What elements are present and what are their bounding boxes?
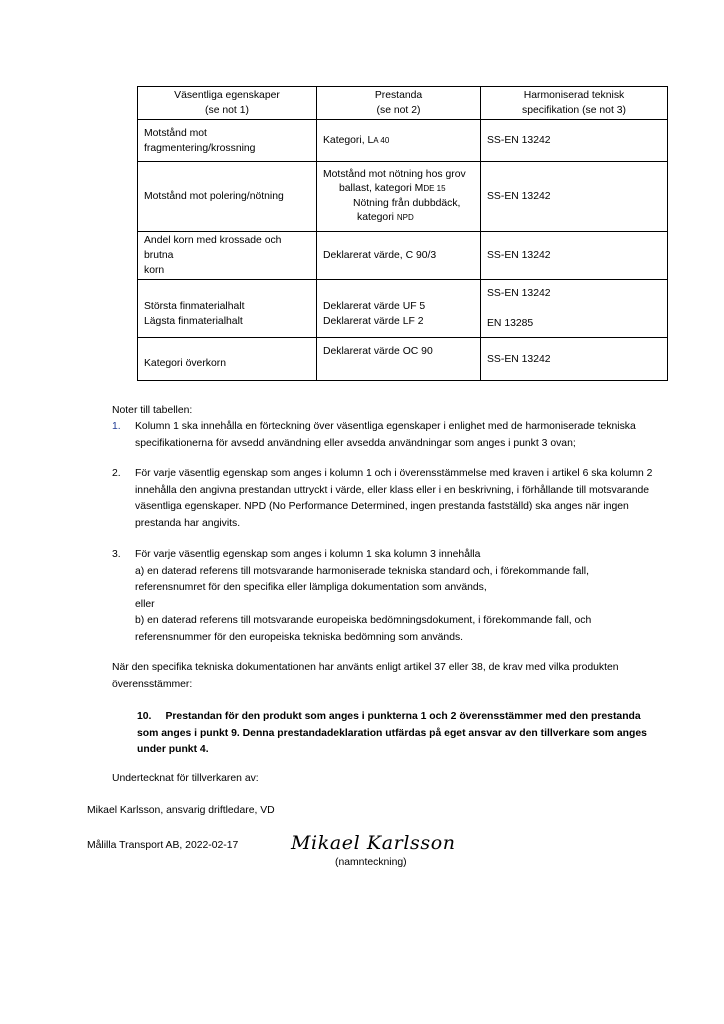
property-cell [138, 162, 317, 232]
spec-cell [481, 280, 668, 338]
properties-table [137, 86, 668, 381]
spec-cell [481, 162, 668, 232]
cell-text: Största finmaterialhalt [144, 301, 245, 312]
cell-text: SS-EN 13242 [487, 353, 551, 365]
header-line: Harmoniserad teknisk [523, 90, 625, 101]
section-line: under punkt 4. [137, 744, 209, 755]
property-cell [138, 280, 317, 338]
cell-text: Kategori, L [323, 135, 374, 146]
cell-text: kategori [357, 212, 397, 223]
spec-cell [481, 338, 668, 381]
performance-cell [317, 120, 481, 162]
header-cell [138, 87, 317, 120]
header-cell [481, 87, 668, 120]
header-line: Prestanda [374, 90, 423, 101]
note-1 [135, 419, 675, 452]
cell-text: Motstånd mot [144, 127, 207, 139]
paragraph-line: överensstämmer: [112, 678, 193, 690]
note-line: referensnumret för den specifika eller lämpliga dokumentation som används, [135, 582, 487, 593]
cell-text: SS-EN 13242 [487, 288, 551, 299]
note-line: innehålla den angivna prestandan uttryckt i värde, eller klass eller i en beskrivning, i förhållande till motsvarande [135, 484, 650, 496]
note-line: a) en daterad referens till motsvarande harmoniserade tekniska standard och, i förekommande fall, [135, 565, 589, 577]
section-number: 10. [137, 711, 152, 722]
documentation-paragraph [112, 660, 672, 693]
header-cell [317, 87, 481, 120]
place-date: Målilla Transport AB, 2022-02-17 [87, 840, 239, 851]
section-10-line [137, 709, 677, 726]
table-row [138, 338, 668, 381]
signer-name: Mikael Karlsson, ansvarig driftledare, VD [87, 805, 275, 816]
note-line: prestanda har angivits. [135, 517, 241, 529]
property-cell [138, 232, 317, 280]
cell-text: Deklarerat värde UF 5 [323, 301, 426, 312]
cell-subscript: A 40 [373, 136, 390, 145]
note-2 [135, 466, 675, 532]
cell-text: Lägsta finmaterialhalt [144, 316, 243, 327]
cell-text: Nötning från dubbdäck, [353, 197, 461, 209]
property-cell [138, 338, 317, 381]
cell-text: Deklarerat värde, C 90/3 [323, 250, 437, 261]
note-3 [135, 547, 675, 646]
note-line: referensnummer för den europeiska tekniska bedömning som används. [135, 631, 464, 643]
note-line: väsentliga egenskaper. NPD (No Performance Determined, ingen prestanda fastställd) ska anges när ingen [135, 501, 629, 512]
table-row [138, 232, 668, 280]
note-line: Kolumn 1 ska innehålla en förteckning över väsentliga egenskaper i enlighet med de harmoniserade tekniska [135, 421, 636, 432]
note-line: b) en daterad referens till motsvarande europeiska bedömningsdokument, i förekommande fall, och [135, 615, 592, 626]
performance-cell [317, 162, 481, 232]
note-number: 3. [112, 549, 121, 560]
table-row [138, 280, 668, 338]
cell-text: SS-EN 13242 [487, 191, 551, 202]
cell-text: SS-EN 13242 [487, 250, 551, 261]
cell-subscript: DE 15 [423, 184, 446, 193]
note-line: specifikationerna för avsedd användning eller avsedda användningar som anges i punkt 3 ovan; [135, 437, 576, 449]
cell-text: Motstånd mot polering/nötning [144, 191, 284, 202]
cell-text: fragmentering/krossning [144, 142, 256, 154]
spec-cell [481, 120, 668, 162]
cell-text: Deklarerat värde OC 90 [323, 346, 433, 357]
signed-for-label: Undertecknat för tillverkaren av: [112, 773, 259, 784]
note-number: 2. [112, 468, 121, 479]
header-line: (se not 2) [376, 105, 421, 116]
section-line: som anges i punkt 9. Denna prestandadeklaration utfärdas på eget ansvar av den tillverkare som anges [137, 727, 647, 739]
signature-caption: (namnteckning) [335, 857, 407, 868]
section-10 [137, 709, 677, 759]
cell-text: ballast, kategori M [339, 183, 424, 194]
notes-heading: Noter till tabellen: [112, 405, 193, 416]
note-line: För varje väsentlig egenskap som anges i kolumn 1 och i överensstämmelse med kraven i artikel 6 ska kolumn 2 [135, 468, 653, 479]
performance-cell [317, 232, 481, 280]
spec-cell [481, 232, 668, 280]
performance-cell [317, 280, 481, 338]
cell-text: korn [144, 265, 165, 276]
handwritten-signature: Mikael Karlsson [291, 832, 456, 854]
property-cell [138, 120, 317, 162]
table-row [138, 162, 668, 232]
cell-text: Motstånd mot nötning hos grov [323, 168, 466, 180]
cell-line [323, 182, 474, 197]
note-number: 1. [112, 421, 121, 432]
cell-text: EN 13285 [487, 318, 534, 329]
performance-cell [317, 338, 481, 381]
header-line: specifikation (se not 3) [522, 105, 626, 116]
header-line: Väsentliga egenskaper [174, 90, 280, 101]
cell-text: Kategori överkorn [144, 358, 227, 369]
cell-text: Andel korn med krossade och brutna [144, 235, 282, 261]
cell-subscript: NPD [396, 213, 414, 222]
table-row [138, 120, 668, 162]
cell-text: Deklarerat värde LF 2 [323, 316, 424, 327]
note-line: eller [135, 598, 155, 610]
table-header-row [138, 87, 668, 120]
section-text: Prestandan för den produkt som anges i punkterna 1 och 2 överensstämmer med den prestanda [165, 711, 641, 722]
paragraph-line: När den specifika tekniska dokumentationen har använts enligt artikel 37 eller 38, de krav med vilka produkten [112, 662, 619, 673]
cell-text: SS-EN 13242 [487, 135, 551, 146]
header-line: (se not 1) [205, 105, 249, 116]
cell-line [323, 211, 474, 226]
note-line: För varje väsentlig egenskap som anges i kolumn 1 ska kolumn 3 innehålla [135, 549, 481, 560]
